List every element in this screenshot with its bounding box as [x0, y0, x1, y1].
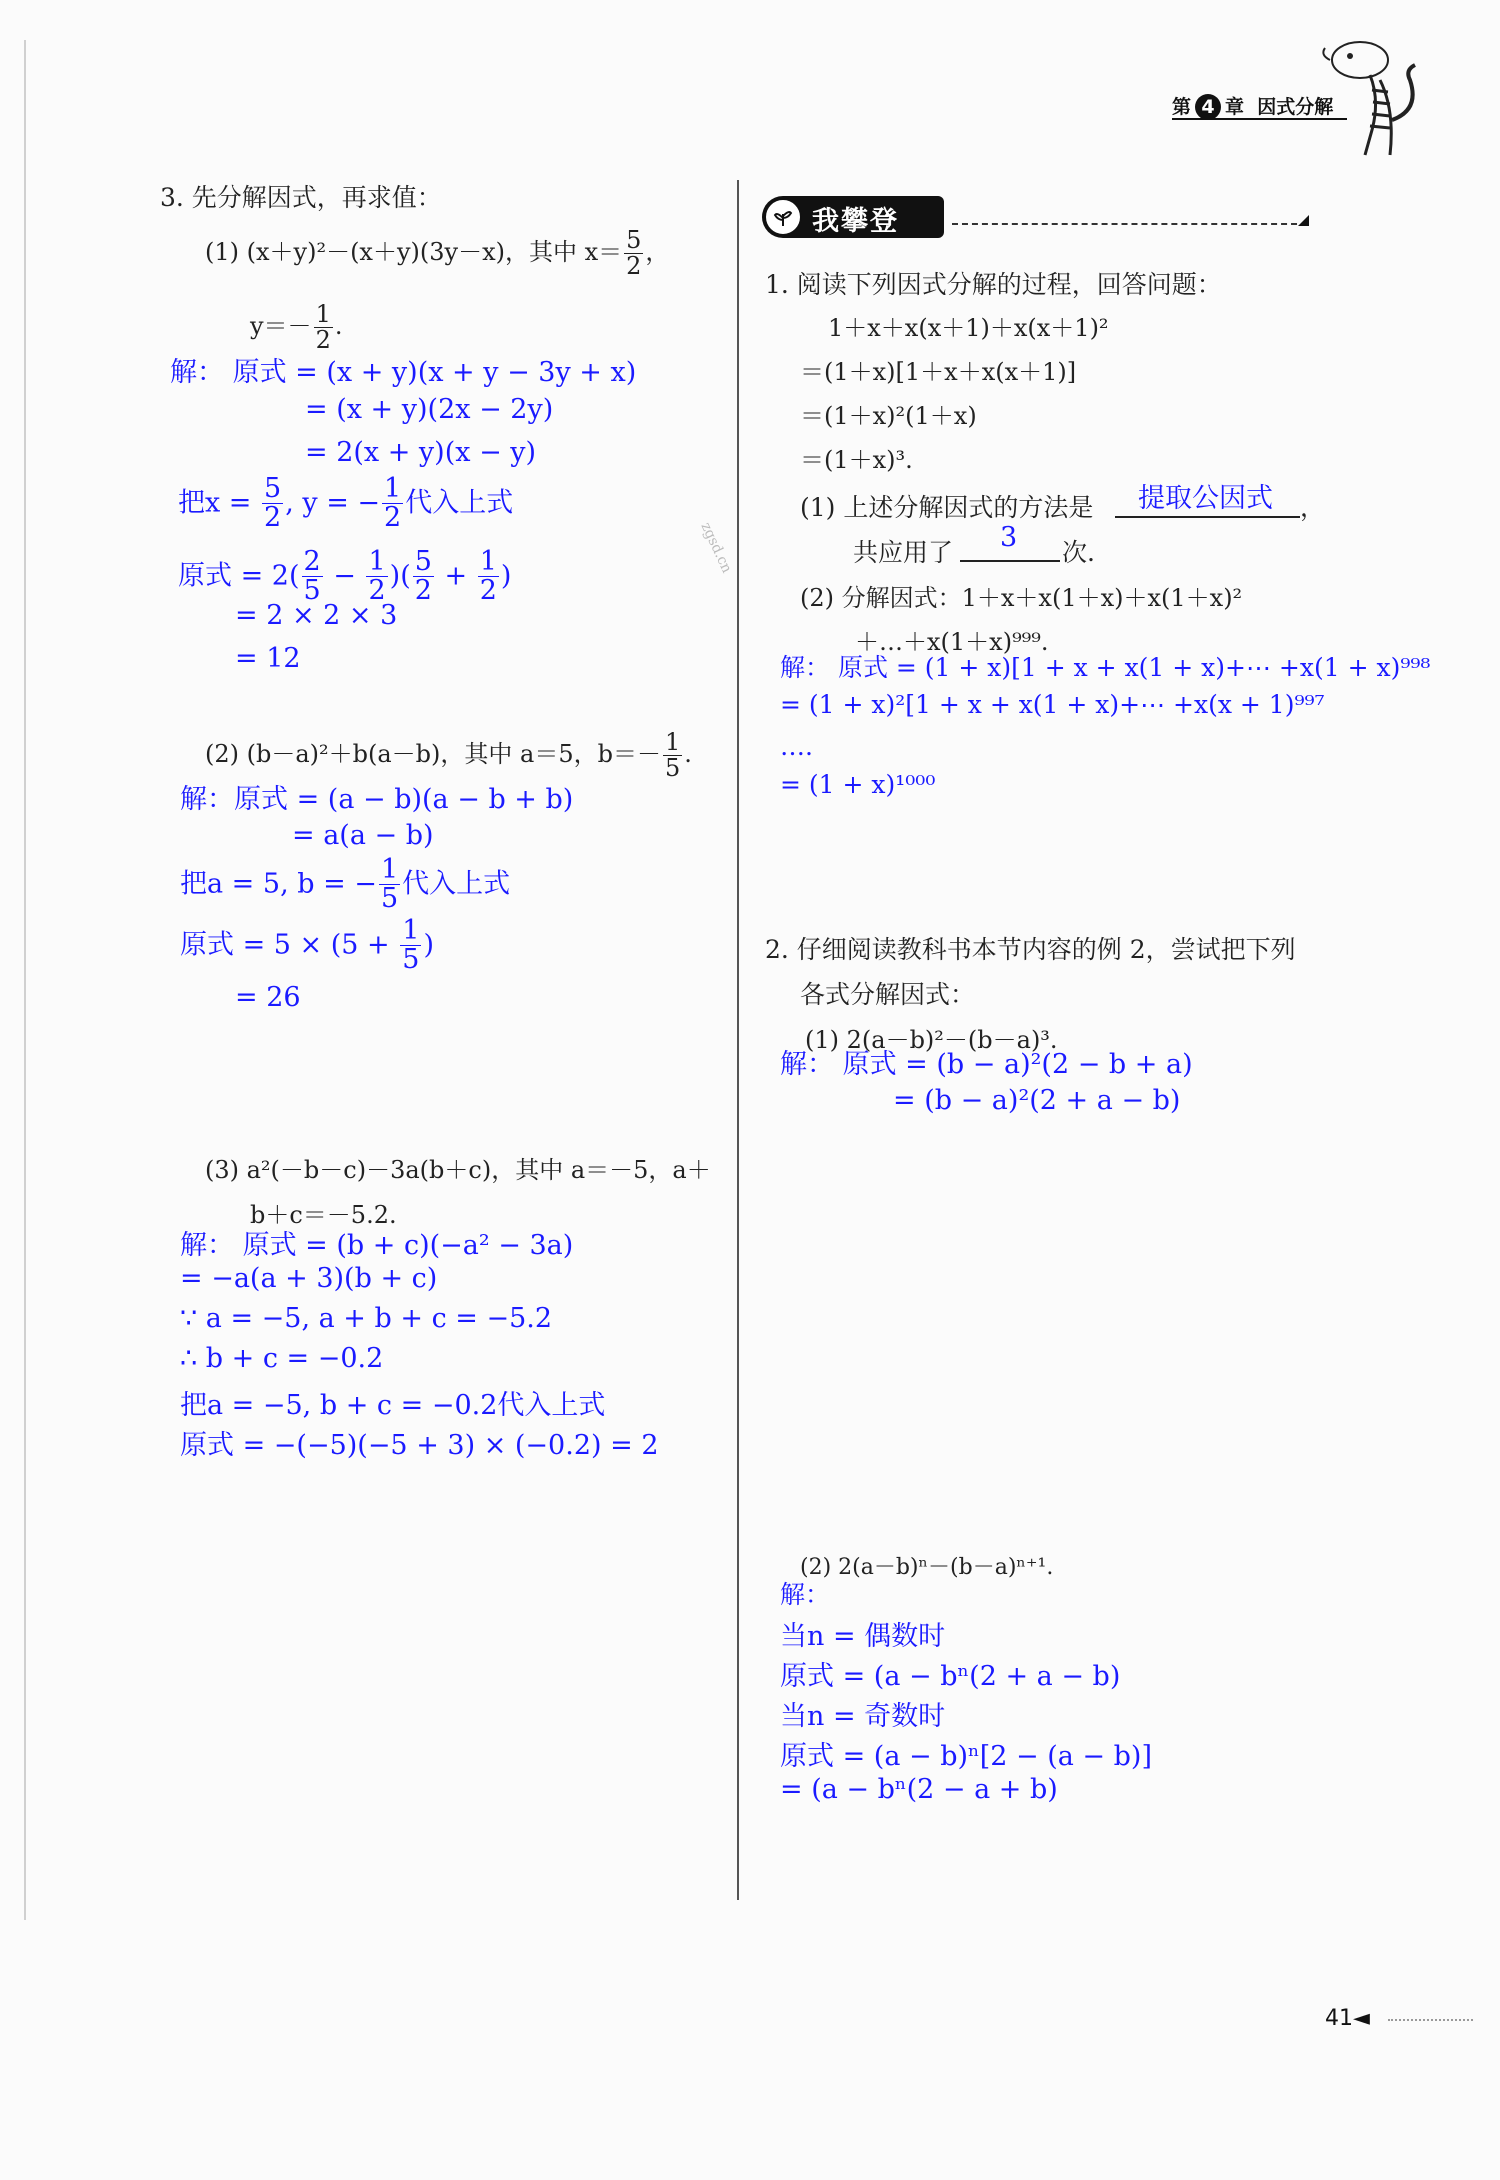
numerator: 1 [479, 546, 497, 577]
q1-part1b-post: 次. [1062, 538, 1095, 567]
chapter-suffix: 章 [1225, 96, 1245, 118]
answer-line: 解： 原式 = (x + y)(x + y − 3y + x) [170, 357, 637, 388]
text: − [324, 560, 365, 592]
chapter-number: 4 [1195, 94, 1221, 120]
fraction [314, 302, 333, 353]
answer-line: 解： 原式 = (b + c)(−a² − 3a) [180, 1230, 574, 1261]
numerator: 1 [368, 546, 386, 577]
fraction [379, 856, 400, 914]
q1-step: ＝(1＋x)²(1＋x) [800, 402, 977, 430]
answer-line: = (1 + x)²[1 + x + x(1 + x)+⋯ +x(x + 1)⁹⁹⁷ [780, 690, 1325, 719]
denominator: 2 [626, 252, 642, 281]
answer-line: 原式 = (a − bⁿ(2 + a − b) [780, 1661, 1121, 1692]
text: 代入上式 [405, 487, 514, 519]
answer-line: 解： 原式 = (b − a)²(2 − b + a) [780, 1049, 1193, 1080]
answer-line: = (a − bⁿ(2 − a + b) [780, 1774, 1058, 1805]
denominator: 2 [479, 575, 497, 607]
answer-line: = −a(a + 3)(b + c) [180, 1263, 438, 1294]
text: 代入上式 [402, 868, 511, 900]
answer-line: 解： [780, 1580, 831, 1609]
answer-line [180, 856, 510, 914]
answer-line [178, 548, 511, 606]
denominator: 5 [664, 754, 681, 783]
fraction [366, 548, 387, 606]
q1-title: 1. 阅读下列因式分解的过程，回答问题： [765, 270, 1222, 299]
q1-step: ＝(1＋x)³. [800, 446, 913, 474]
answer-line: = (b − a)²(2 + a − b) [893, 1085, 1181, 1116]
q1-part1: (1) 上述分解因式的方法是 [800, 493, 1094, 522]
banner-arrow-icon [1298, 215, 1309, 226]
text: ) [500, 560, 512, 592]
answer-line [180, 917, 434, 975]
answer-line: …. [780, 732, 813, 761]
period: . [684, 740, 692, 769]
blank-underline [1115, 516, 1300, 518]
q2-line2: 各式分解因式： [800, 980, 976, 1009]
denominator: 5 [380, 883, 399, 915]
q3-part2-stem [205, 730, 692, 781]
q3-title: 3. 先分解因式，再求值： [160, 183, 442, 212]
q1-part1b: 共应用了 [853, 538, 954, 567]
text: )( [389, 560, 411, 592]
answer-line: 当n = 奇数时 [780, 1701, 946, 1732]
column-divider [737, 180, 739, 1900]
denominator: 2 [264, 502, 282, 534]
fraction [478, 548, 499, 606]
denominator: 2 [384, 502, 402, 534]
fraction [382, 475, 403, 533]
q2-part1: (1) 2(a－b)²－(b－a)³. [805, 1026, 1058, 1054]
banner-dashes [952, 223, 1307, 225]
numerator: 1 [315, 300, 331, 328]
tiger-mascot-icon [1310, 30, 1435, 160]
answer-line: 当n = 偶数时 [780, 1621, 946, 1652]
q3-part3-line2: b＋c＝－5.2. [250, 1201, 397, 1229]
q2-part2: (2) 2(a－b)ⁿ－(b－a)ⁿ⁺¹. [800, 1555, 1054, 1580]
text: 原式 = 2( [178, 560, 300, 592]
q1-answer-count: 3 [1000, 522, 1018, 553]
answer-line: 把a = −5, b + c = −0.2代入上式 [180, 1390, 606, 1421]
q1-step: 1＋x＋x(x＋1)＋x(x＋1)² [828, 314, 1109, 342]
banner-title: 我攀登 [812, 206, 899, 237]
answer-line: ∴ b + c = −0.2 [180, 1343, 384, 1374]
period: . [334, 312, 343, 341]
text: , y = − [285, 487, 381, 519]
text: + [435, 560, 476, 592]
watermark: zgsd.cn [697, 520, 735, 576]
fraction [262, 475, 283, 533]
answer-line: 解：原式 = (a − b)(a − b + b) [180, 784, 574, 815]
denominator: 2 [414, 575, 432, 607]
denominator: 5 [402, 944, 420, 976]
fraction [400, 917, 421, 975]
fraction [663, 730, 682, 781]
q3-part1-y [250, 302, 342, 353]
text: 原式 = 5 × (5 + [180, 929, 399, 961]
q1-step: ＝(1＋x)[1＋x＋x(x＋1)] [800, 358, 1077, 386]
answer-line: = 26 [235, 982, 301, 1013]
blank-underline [960, 560, 1060, 562]
numerator: 1 [664, 728, 681, 756]
answer-line: 原式 = −(−5)(−5 + 3) × (−0.2) = 2 [180, 1430, 659, 1461]
numerator: 5 [626, 226, 642, 254]
answer-line [178, 475, 513, 533]
numerator: 1 [384, 473, 402, 504]
numerator: 5 [414, 546, 432, 577]
answer-line: 原式 = (a − b)ⁿ[2 − (a − b)] [780, 1741, 1152, 1772]
text: 把x = [178, 487, 261, 519]
denominator: 2 [315, 326, 331, 355]
page-edge [24, 40, 26, 1920]
y-prefix: y＝－ [250, 312, 312, 341]
numerator: 2 [303, 546, 321, 577]
q3-part1-text: (1) (x＋y)²－(x＋y)(3y－x)，其中 x＝ [205, 238, 623, 267]
page-number-dashes [1388, 2019, 1473, 2021]
fraction [413, 548, 434, 606]
comma: ， [1300, 493, 1326, 522]
q3-part1-stem [205, 228, 669, 279]
text: ) [423, 929, 434, 961]
numerator: 1 [380, 854, 399, 885]
q3-part3-line1: (3) a²(－b－c)－3a(b＋c)，其中 a＝－5，a＋ [205, 1156, 711, 1184]
comma: ， [645, 238, 670, 267]
answer-line: = 2 × 2 × 3 [235, 600, 398, 631]
fraction [302, 548, 323, 606]
denominator: 2 [368, 575, 386, 607]
answer-line: = (x + y)(2x − 2y) [305, 394, 554, 425]
answer-line: = a(a − b) [292, 820, 434, 851]
sprout-icon [764, 198, 802, 236]
q1-answer-method: 提取公因式 [1138, 483, 1273, 514]
denominator: 5 [303, 575, 321, 607]
q2-line1: 2. 仔细阅读教科书本节内容的例 2，尝试把下列 [765, 935, 1296, 964]
text: 把a = 5, b = − [180, 868, 377, 900]
page-number: 41◄ [1325, 2006, 1370, 2031]
answer-line: = (1 + x)¹⁰⁰⁰ [780, 770, 936, 799]
answer-line: = 12 [235, 643, 301, 674]
numerator: 1 [402, 915, 420, 946]
numerator: 5 [264, 473, 282, 504]
q1-part2-line1: (2) 分解因式：1＋x＋x(1＋x)＋x(1＋x)² [800, 584, 1243, 612]
text: (2) (b－a)²＋b(a－b)，其中 a＝5，b＝－ [205, 740, 661, 769]
chapter-title: 因式分解 [1257, 96, 1334, 118]
chapter-prefix: 第 [1172, 96, 1192, 118]
answer-line: = 2(x + y)(x − y) [305, 437, 537, 468]
q1-part2-line2: ＋…＋x(1＋x)⁹⁹⁹. [855, 628, 1049, 656]
answer-line: ∵ a = −5, a + b + c = −5.2 [180, 1303, 553, 1334]
fraction [624, 228, 643, 279]
answer-line: 解： 原式 = (1 + x)[1 + x + x(1 + x)+⋯ +x(1 + x)⁹⁹⁸ [780, 653, 1431, 682]
